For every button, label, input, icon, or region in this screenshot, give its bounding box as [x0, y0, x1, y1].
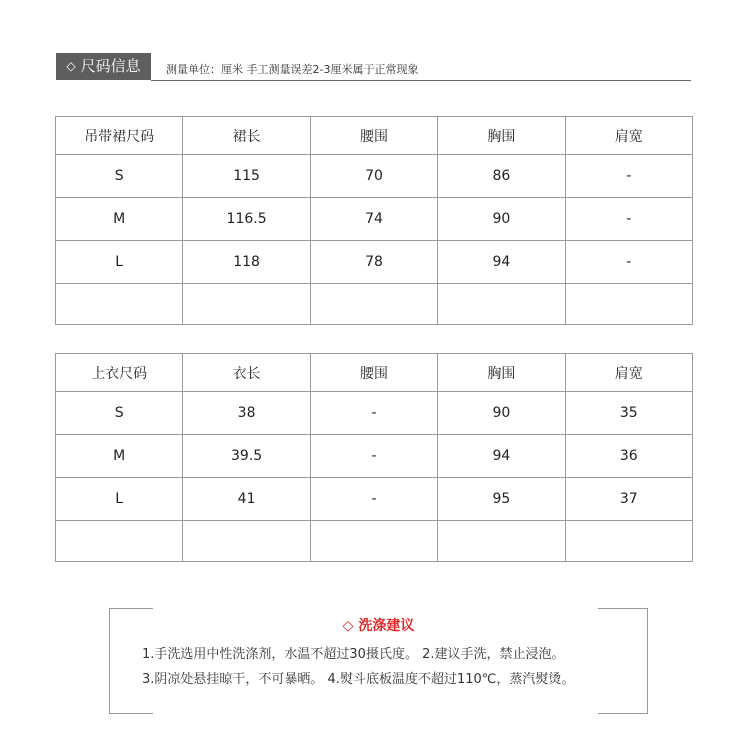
empty-cell: [565, 521, 692, 562]
header-cell: 吊带裙尺码: [56, 117, 183, 155]
header-divider: [151, 80, 691, 81]
table-cell: 36: [565, 435, 692, 478]
table-cell: M: [56, 198, 183, 241]
table-cell: 74: [310, 198, 437, 241]
table-cell: L: [56, 478, 183, 521]
header-cell: 裙长: [183, 117, 310, 155]
table-cell: 78: [310, 241, 437, 284]
header-cell: 胸围: [438, 354, 565, 392]
empty-cell: [310, 521, 437, 562]
table-cell: L: [56, 241, 183, 284]
table-cell: M: [56, 435, 183, 478]
table-row: [56, 198, 693, 241]
table-cell: 39.5: [183, 435, 310, 478]
care-instructions-box: [109, 608, 648, 714]
table-row: [56, 241, 693, 284]
corner-bracket-bottom-right: [598, 713, 648, 714]
table-cell: 70: [310, 155, 437, 198]
table-cell: S: [56, 392, 183, 435]
empty-cell: [565, 284, 692, 325]
table-row: [56, 392, 693, 435]
top-size-table: [55, 353, 693, 562]
corner-bracket-top-right: [598, 608, 648, 609]
header-cell: 胸围: [438, 117, 565, 155]
measurement-note: 测量单位：厘米 手工测量误差2-3厘米属于正常现象: [166, 63, 419, 76]
table-cell: 95: [438, 478, 565, 521]
empty-cell: [183, 521, 310, 562]
header-cell: 衣长: [183, 354, 310, 392]
empty-cell: [183, 284, 310, 325]
table-cell: -: [310, 435, 437, 478]
care-title: [109, 615, 648, 635]
header-cell: 肩宽: [565, 354, 692, 392]
dress-size-table: [55, 116, 693, 325]
care-line-1: 1.手洗选用中性洗涤剂，水温不超过30摄氏度。 2.建议手洗，禁止浸泡。: [142, 647, 565, 662]
table-cell: 94: [438, 435, 565, 478]
table-row: [56, 435, 693, 478]
table-cell: 37: [565, 478, 692, 521]
empty-cell: [438, 284, 565, 325]
table-cell: 115: [183, 155, 310, 198]
header-cell: 肩宽: [565, 117, 692, 155]
care-line-2: 3.阴凉处悬挂晾干，不可暴晒。 4.熨斗底板温度不超过110℃，蒸汽熨烫。: [142, 672, 575, 687]
diamond-icon: ◇: [66, 59, 76, 73]
table-cell: 41: [183, 478, 310, 521]
empty-row: [56, 284, 693, 325]
size-info-tag: [56, 53, 151, 80]
table-cell: 35: [565, 392, 692, 435]
table-cell: 38: [183, 392, 310, 435]
table-cell: 94: [438, 241, 565, 284]
empty-row: [56, 521, 693, 562]
size-info-title: 尺码信息: [80, 57, 141, 75]
table-cell: 86: [438, 155, 565, 198]
table-cell: -: [565, 198, 692, 241]
table-cell: 116.5: [183, 198, 310, 241]
empty-cell: [56, 284, 183, 325]
table-cell: S: [56, 155, 183, 198]
table-cell: -: [565, 155, 692, 198]
care-title-text: 洗涤建议: [358, 618, 415, 634]
corner-bracket-bottom-left: [109, 713, 153, 714]
table-cell: -: [310, 392, 437, 435]
empty-cell: [438, 521, 565, 562]
table-cell: 118: [183, 241, 310, 284]
corner-bracket-top-left: [109, 608, 153, 609]
table-cell: 90: [438, 392, 565, 435]
empty-cell: [56, 521, 183, 562]
table-row: [56, 155, 693, 198]
table-row: [56, 478, 693, 521]
table-header-row: [56, 117, 693, 155]
header-cell: 上衣尺码: [56, 354, 183, 392]
diamond-icon: ◇: [342, 618, 354, 634]
size-info-header: [56, 53, 691, 81]
empty-cell: [310, 284, 437, 325]
table-header-row: [56, 354, 693, 392]
table-cell: 90: [438, 198, 565, 241]
header-cell: 腰围: [310, 354, 437, 392]
header-cell: 腰围: [310, 117, 437, 155]
table-cell: -: [565, 241, 692, 284]
table-cell: -: [310, 478, 437, 521]
